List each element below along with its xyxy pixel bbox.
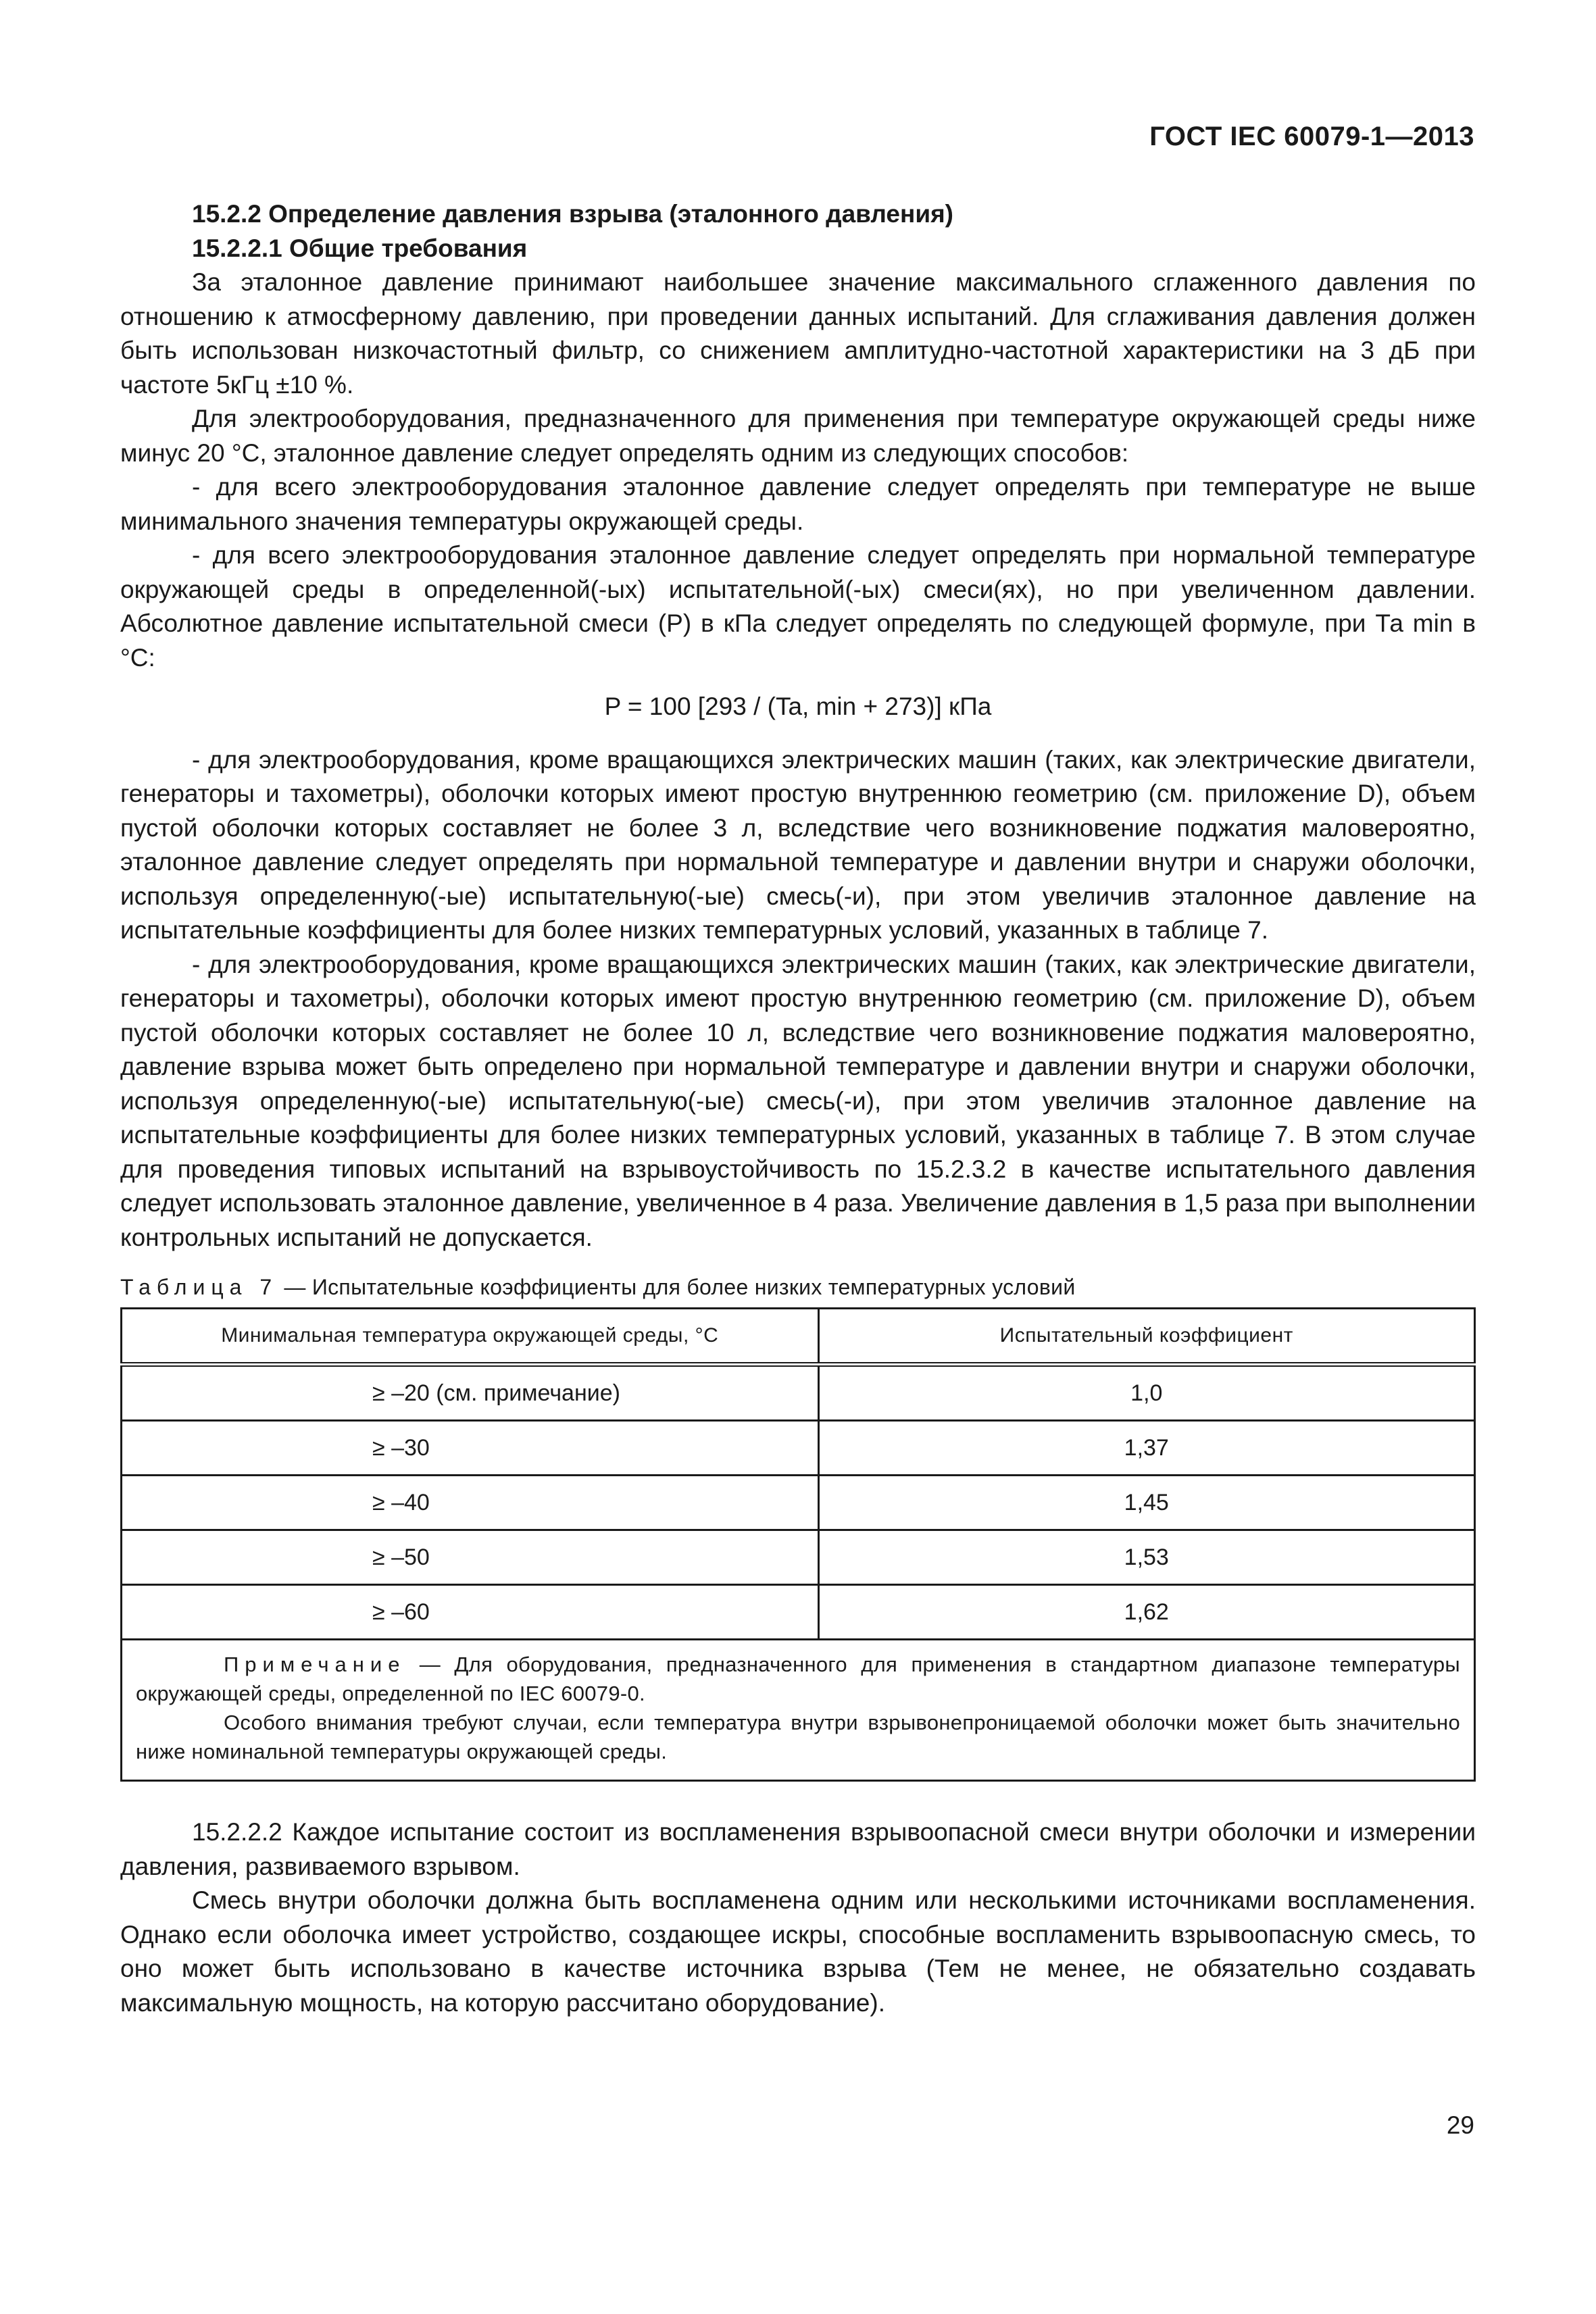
table-row <box>122 1421 1475 1476</box>
table-note <box>122 1640 1475 1781</box>
note-line-1 <box>136 1650 1460 1708</box>
section-subheading: 15.2.2.1 Общие требования <box>192 234 528 262</box>
coefficient-cell: 1,62 <box>818 1585 1474 1640</box>
table-header-row <box>122 1309 1475 1365</box>
paragraph: - для всего электрооборудования эталонное давление следует определять при нормальной температуре окружающей среды в определенной(-ых) испытательной(-ых) смеси(ях), но при увеличенном давлении. Абсолютное давление испытательной смеси (Р) в кПа следует определять по следующей формуле, при Та min в °С: <box>120 541 1476 672</box>
table-caption-text: — Испытательные коэффициенты для более низких температурных условий <box>278 1275 1076 1299</box>
column-header-temperature: Минимальная температура окружающей среды, °С <box>122 1309 819 1365</box>
temperature-cell: ≥ –50 <box>122 1530 819 1585</box>
coefficient-cell: 1,53 <box>818 1530 1474 1585</box>
main-content <box>120 197 1476 2020</box>
paragraph: - для всего электрооборудования эталонное давление следует определять при температуре не выше минимального значения температуры окружающей среды. <box>120 473 1476 535</box>
following-section <box>120 1815 1476 2020</box>
document-header: ГОСТ IEC 60079-1—2013 <box>1149 122 1474 151</box>
coefficient-cell: 1,45 <box>818 1476 1474 1530</box>
temperature-cell: ≥ –20 (см. примечание) <box>122 1365 819 1421</box>
page-number: 29 <box>1446 2111 1474 2139</box>
table-row <box>122 1530 1475 1585</box>
coefficients-table <box>120 1307 1476 1782</box>
section-heading: 15.2.2 Определение давления взрыва (эталонного давления) <box>192 200 954 228</box>
note-line-2: Особого внимания требуют случаи, если температура внутри взрывонепроницаемой оболочки может быть значительно ниже номинальной температуры окружающей среды. <box>136 1711 1460 1763</box>
table-caption <box>120 1272 1476 1302</box>
table-row <box>122 1365 1475 1421</box>
pressure-formula: P = 100 [293 / (Ta, min + 273)] кПа <box>604 693 992 720</box>
note-label: Примечание <box>224 1653 406 1676</box>
table-caption-label: Таблица 7 <box>120 1275 278 1299</box>
column-header-coefficient: Испытательный коэффициент <box>818 1309 1474 1365</box>
paragraph: Смесь внутри оболочки должна быть воспламенена одним или несколькими источниками воспламенения. Однако если оболочка имеет устройство, создающее искры, способные воспламенить взрывоопасную смесь, то оно может быть использовано в качестве источника взрыва (Тем не менее, не обязательно создавать максимальную мощность, на которую рассчитано оборудование). <box>120 1886 1476 2017</box>
note-text: — Для оборудования, предназначенного для применения в стандартном диапазоне температуры окружающей среды, определенной по IEC 60079-0. <box>136 1653 1460 1705</box>
paragraph: - для электрооборудования, кроме вращающихся электрических машин (таких, как электрические двигатели, генераторы и тахометры), оболочки которых имеют простую внутреннюю геометрию (см. приложение D), объем пустой оболочки которых составляет не более 10 л, вследствие чего возникновение поджатия маловероятно, давление взрыва может быть определено при нормальной температуре и давлении внутри и снаружи оболочки, используя определенную(-ые) испытательную(-ые) смесь(-и), при этом увеличив эталонное давление на испытательные коэффициенты для более низких температурных условий, указанных в таблице 7. В этом случае для проведения типовых испытаний на взрывоустойчивость по 15.2.3.2 в качестве испытательного давления следует использовать эталонное давление, увеличенное в 4 раза. Увеличение давления в 1,5 раза при выполнении контрольных испытаний не допускается. <box>120 950 1476 1251</box>
coefficient-cell: 1,37 <box>818 1421 1474 1476</box>
coefficient-cell: 1,0 <box>818 1365 1474 1421</box>
temperature-cell: ≥ –40 <box>122 1476 819 1530</box>
paragraph: 15.2.2.2 Каждое испытание состоит из воспламенения взрывоопасной смеси внутри оболочки и измерении давления, развиваемого взрывом. <box>120 1818 1476 1880</box>
temperature-cell: ≥ –30 <box>122 1421 819 1476</box>
paragraph: - для электрооборудования, кроме вращающихся электрических машин (таких, как электрические двигатели, генераторы и тахометры), оболочки которых имеют простую внутреннюю геометрию (см. приложение D), объем пустой оболочки которых составляет не более 3 л, вследствие чего возникновение поджатия маловероятно, эталонное давление следует определять при нормальной температуре и давлении внутри и снаружи оболочки, используя определенную(-ые) испытательную(-ые) смесь(-и), при этом увеличив эталонное давление на испытательные коэффициенты для более низких температурных условий, указанных в таблице 7. <box>120 745 1476 944</box>
paragraph: За эталонное давление принимают наибольшее значение максимального сглаженного давления по отношению к атмосферному давлению, при проведении данных испытаний. Для сглаживания давления должен быть использован низкочастотный фильтр, со снижением амплитудно-частотной характеристики на 3 дБ при частоте 5кГц ±10 %. <box>120 268 1476 399</box>
paragraph: Для электрооборудования, предназначенного для применения при температуре окружающей среды ниже минус 20 °С, эталонное давление следует определять одним из следующих способов: <box>120 405 1476 467</box>
table-row <box>122 1476 1475 1530</box>
table-note-row <box>122 1640 1475 1781</box>
temperature-cell: ≥ –60 <box>122 1585 819 1640</box>
table-row <box>122 1585 1475 1640</box>
